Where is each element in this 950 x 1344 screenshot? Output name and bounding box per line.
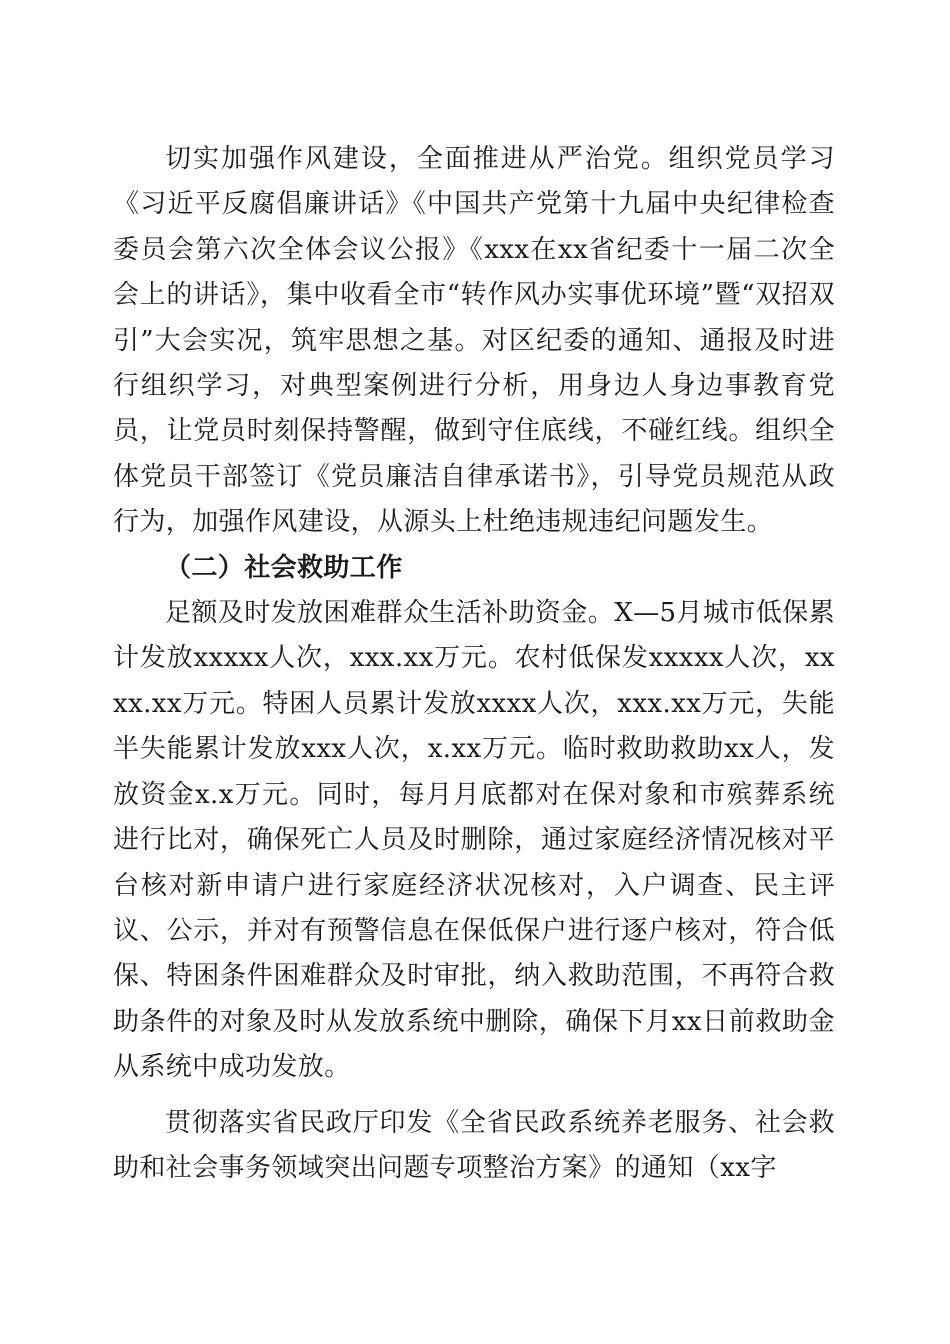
paragraph-subsidy-distribution: 足额及时发放困难群众生活补助资金。X—5月城市低保累计发放xxxxx人次，xxx.xx万元。农村低保发xxxxx人次，xxxx.xx万元。特困人员累计发放xxxx人次，xxx.xx万元，失能半失能累计发放xxx人次，x.xx万元。临时救助救助xx人，发放资金x.x万元。同时，每月月底都对在保对象和市殡葬系统进行比对，确保死亡人员及时删除，通过家庭经济情况核对平台核对新申请户进行家庭经济状况核对，入户调查、民主评议、公示，并对有预警信息在保低保户进行逐户核对，符合低保、特困条件困难群众及时审批，纳入救助范围，不再符合救助条件的对象及时从发放系统中删除，确保下月xx日前救助金从系统中成功发放。 xyxy=(113,598,835,1083)
paragraph-special-rectification: 贯彻落实省民政厅印发《全省民政系统养老服务、社会救助和社会事务领域突出问题专项整治方案》的通知（xx字 xyxy=(113,1107,835,1183)
paragraph-style-building: 切实加强作风建设，全面推进从严治党。组织党员学习《习近平反腐倡廉讲话》《中国共产党第十九届中央纪律检查委员会第六次全体会议公报》《xxx在xx省纪委十一届二次全会上的讲话》，集中收看全市“转作风办实事优环境”暨“双招双引”大会实况，筑牢思想之基。对区纪委的通知、通报及时进行组织学习，对典型案例进行分析，用身边人身边事教育党员，让党员时刻保持警醒，做到守住底线，不碰红线。组织全体党员干部签订《党员廉洁自律承诺书》，引导党员规范从政行为，加强作风建设，从源头上杜绝违规违纪问题发生。 xyxy=(113,144,835,538)
document-body xyxy=(113,137,835,1191)
section-heading-social-assistance: （二）社会救助工作 xyxy=(165,552,403,583)
